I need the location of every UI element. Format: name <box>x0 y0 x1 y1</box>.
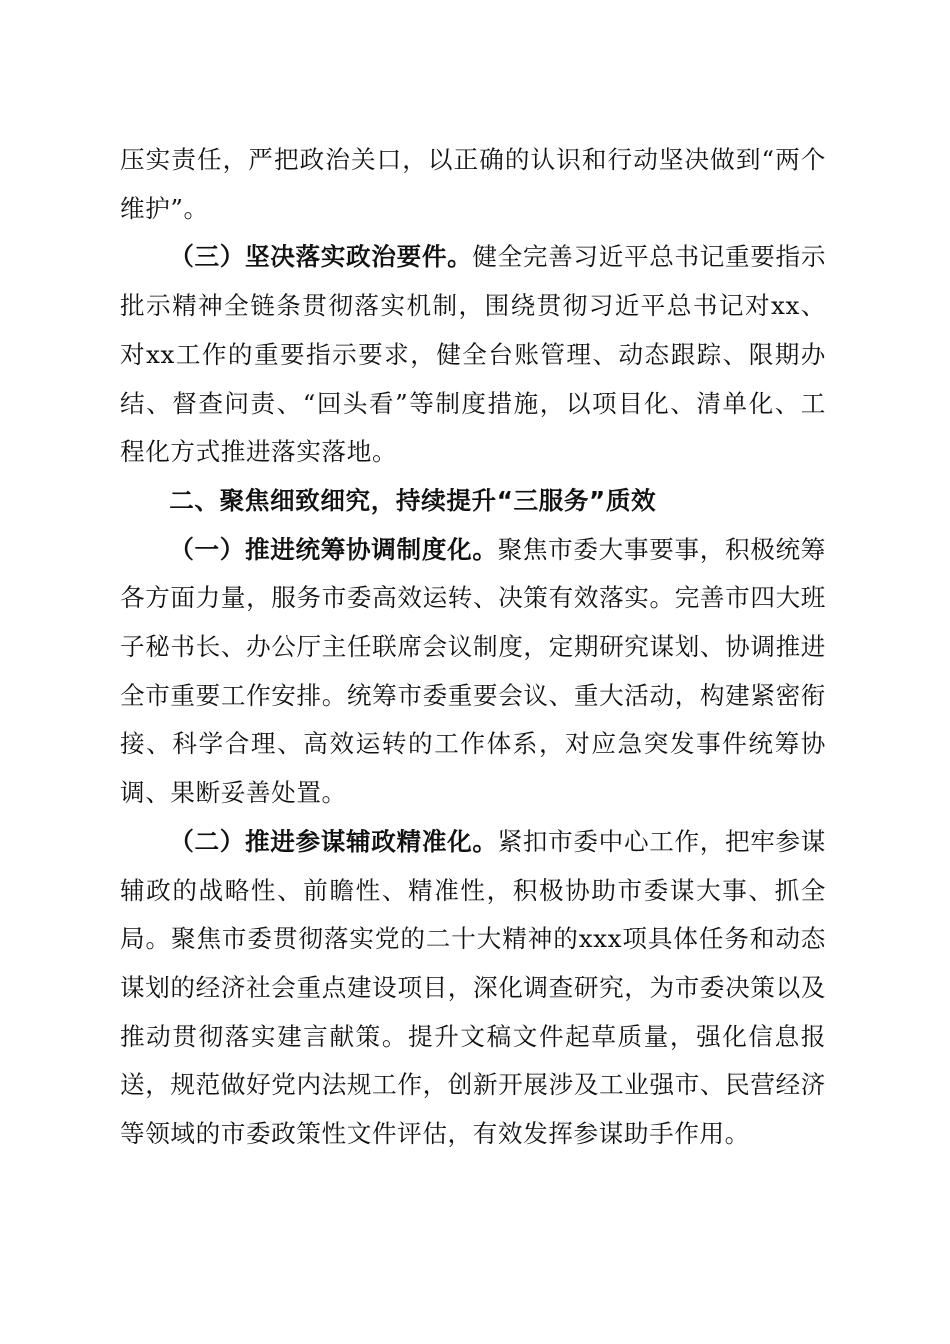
paragraph-coordination <box>120 526 826 818</box>
paragraph-text: 压实责任，严把政治关口，以正确的认识和行动坚决做到“两个维护”。 <box>120 145 826 223</box>
paragraph-advisory <box>120 818 826 1159</box>
section-heading: 二、聚焦细致细究，持续提升“三服务”质效 <box>169 485 657 515</box>
paragraph-text: 紧扣市委中心工作，把牢参谋辅政的战略性、前瞻性、精准性，积极协助市委谋大事、抓全局。聚焦市委贯彻落实党的二十大精神的xxx项具体任务和动态谋划的经济社会重点建设项目，深化调查研究，为市委决策以及推动贯彻落实建言献策。提升文稿文件起草质量，强化信息报送，规范做好党内法规工作，创新开展涉及工业强市、民营经济等领域的市委政策性文件评估，有效发挥参谋助手作用。 <box>120 826 826 1149</box>
paragraph-text: 聚焦市委大事要事，积极统筹各方面力量，服务市委高效运转、决策有效落实。完善市四大班子秘书长、办公厅主任联席会议制度，定期研究谋划、协调推进全市重要工作安排。统筹市委重要会议、重大活动，构建紧密衔接、科学合理、高效运转的工作体系，对应急突发事件统筹协调、果断妥善处置。 <box>120 534 826 808</box>
paragraph-lead: （三）坚决落实政治要件。 <box>169 242 473 272</box>
paragraph-continuation <box>120 136 826 233</box>
paragraph-lead: （二）推进参谋辅政精准化。 <box>169 826 498 856</box>
document-page <box>120 136 826 1159</box>
paragraph-political-requirements <box>120 233 826 477</box>
paragraph-text: 健全完善习近平总书记重要指示批示精神全链条贯彻落实机制，围绕贯彻习近平总书记对xx、对xx工作的重要指示要求，健全台账管理、动态跟踪、限期办结、督查问责、“回头看”等制度措施，以项目化、清单化、工程化方式推进落实落地。 <box>120 242 827 467</box>
paragraph-lead: （一）推进统筹协调制度化。 <box>169 534 498 564</box>
